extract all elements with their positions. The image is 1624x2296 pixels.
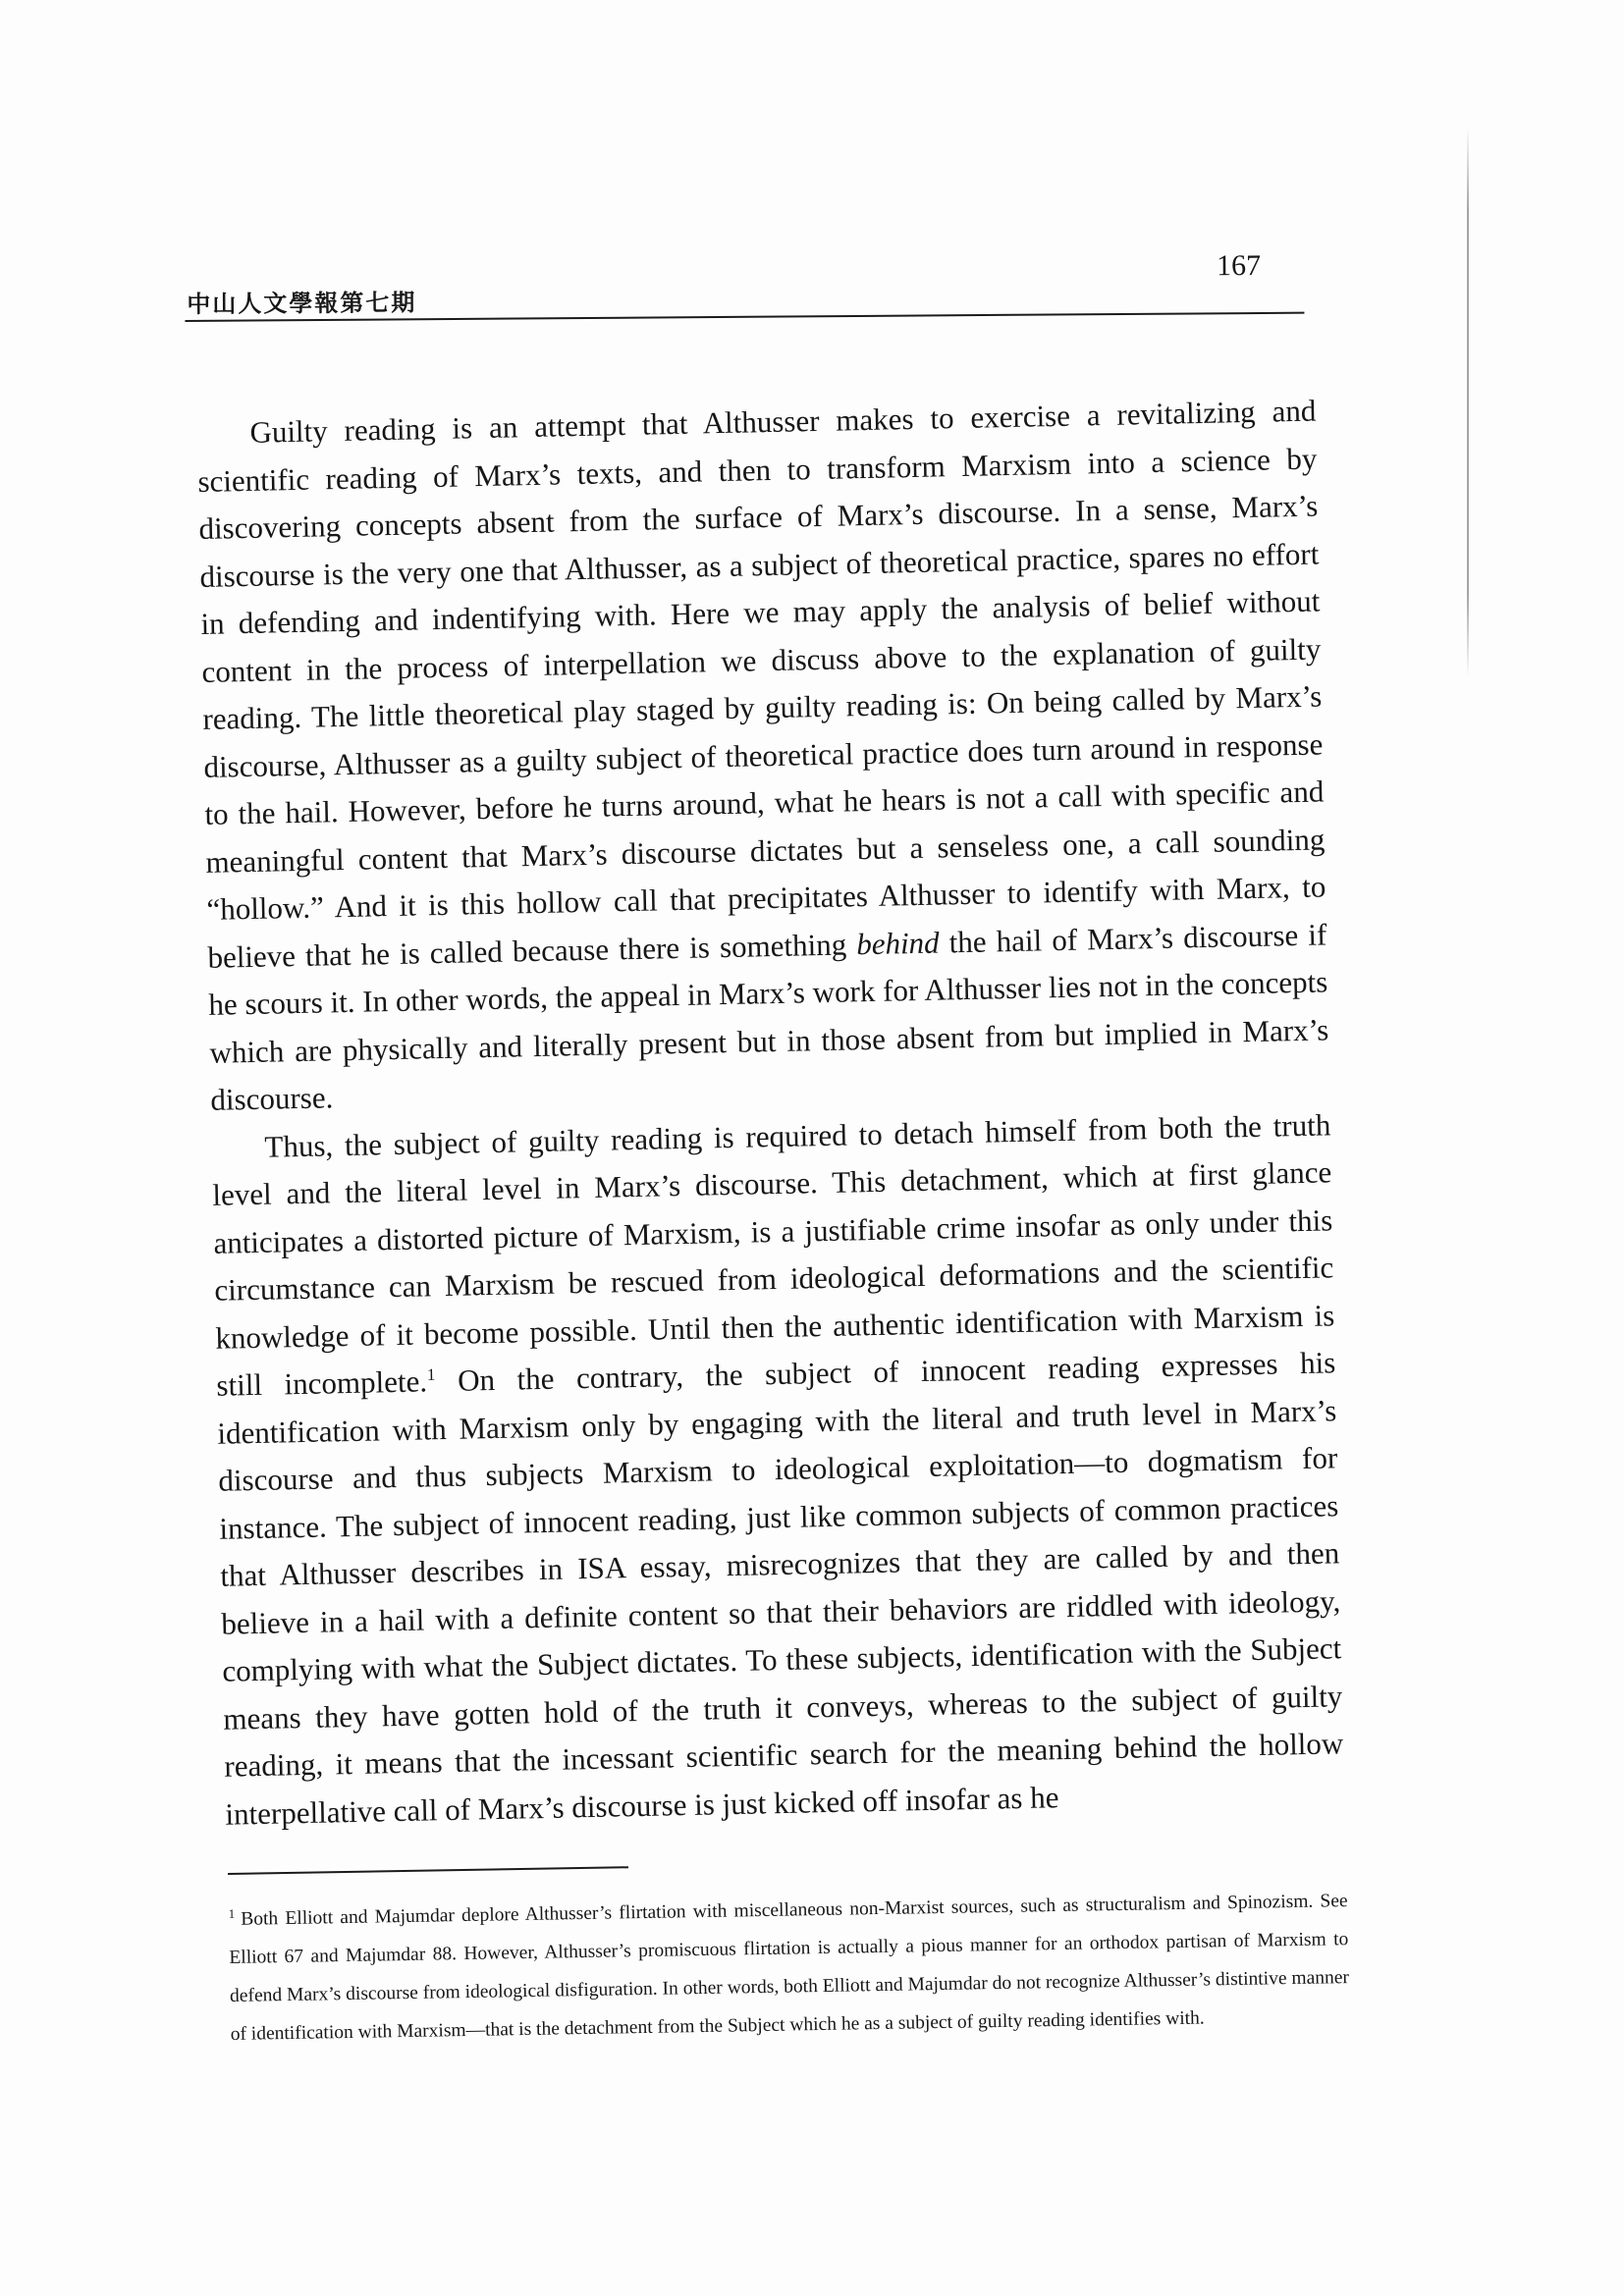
paragraph-1-text: Guilty reading is an attempt that Althusser makes to exercise a revitalizing and scientific reading of Marx’s texts, and then to transform Marxism into a science by discovering concepts absent from the surface of Marx’s discourse. In a sense, Marx’s discourse is the very one that Althusser, as a subject of theoretical practice, spares no effort in defending and indentifying with. Here we may apply the analysis of belief without content in the process of interpellation we discuss above to the explanation of guilty reading. The little theoretical play staged by guilty reading is: On being called by Marx’s discourse, Althusser as a guilty subject of theoretical practice does turn around in response to the hail. However, before he turns around, what he hears is not a call with specific and meaningful content that Marx’s discourse dictates but a senseless one, a call sounding “hollow.” And it is this hollow call that precipitates Althusser to identify with Marx, to believe that he is called because there is something — [197, 393, 1326, 975]
footnotes — [228, 1854, 1350, 2054]
body-text — [196, 388, 1345, 1839]
journal-title: 中山人文學報第七期 — [187, 288, 417, 318]
footnote-reference: 1 — [426, 1364, 436, 1385]
footnote-1 — [228, 1882, 1349, 2054]
paragraph-1-emphasis: behind — [855, 925, 940, 961]
footnote-text: Both Elliott and Majumdar deplore Althusser’s flirtation with miscellaneous non-Marxist sources, such as structuralism and Spinozism. See Elliott 67 and Majumdar 88. However, Althusser’s promiscuous flirtation is actually a pious manner for an orthodox partisan of Marxism to defend Marx’s discourse from ideological disfiguration. In other words, both Elliott and Majumdar do not recognize Althusser’s distintive manner of identification with Marxism—that is the detachment from the Subject which he as a subject of guilty reading identifies with. — [229, 1891, 1350, 2045]
footnote-marker: 1 — [228, 1905, 236, 1921]
running-header — [185, 249, 1305, 330]
paragraph-1-text-end: the hail of Marx’s discourse if he scours it. In other words, the appeal in Marx’s work for Althusser lies not in the concepts which are physically and literally present but in those absent from but implied in Marx’s discourse. — [208, 916, 1329, 1117]
page-number: 167 — [1216, 248, 1262, 283]
scan-edge-shadow — [1467, 128, 1469, 677]
paragraph-2 — [211, 1101, 1345, 1839]
footnote-rule — [228, 1866, 628, 1875]
paragraph-2-text-end: On the contrary, the subject of innocent reading expresses his identification with Marxism only by engaging with the literal and truth level in Marx’s discourse and thus subjects Marxism to ideological exploitation—to dogmatism for instance. The subject of innocent reading, just like common subjects of common practices that Althusser describes in ISA essay, misrecognizes that they are called by and then believe in a hail with a definite content so that their behaviors are riddled with ideology, complying with what the Subject dictates. To these subjects, identification with the Subject means they have gotten hold of the truth it conveys, whereas to the subject of guilty reading, it means that the incessant scientific search for the meaning behind the hollow interpellative call of Marx’s discourse is just kicked off insofar as he — [217, 1345, 1344, 1832]
paragraph-2-text: Thus, the subject of guilty reading is required to detach himself from both the truth level and the literal level in Marx’s discourse. This detachment, which at first glance anticipates a distorted picture of Marxism, is a justifiable crime insofar as only under this circumstance can Marxism be rescued from ideological deformations and the scientific knowledge of it become possible. Until then the authentic identification with Marxism is still incomplete. — [212, 1106, 1335, 1403]
paragraph-1 — [196, 388, 1330, 1125]
